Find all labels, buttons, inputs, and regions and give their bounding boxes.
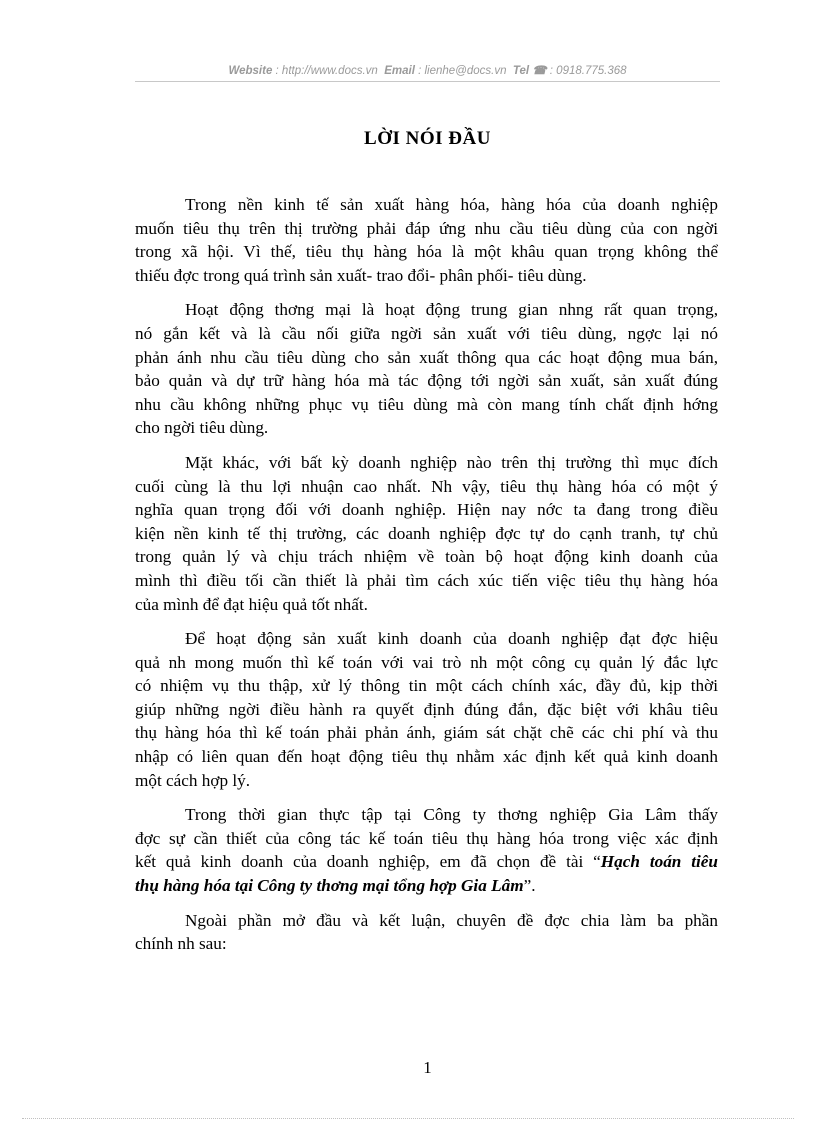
paragraph-2: [135, 298, 718, 440]
text-line: [135, 850, 718, 874]
text-line: của mình để đạt hiệu quả tốt nhất.: [135, 594, 368, 614]
paragraph-5: [135, 803, 718, 897]
email-value: : lienhe@docs.vn: [418, 65, 507, 77]
text-segment: kết quả kinh doanh của doanh nghiệp, em đã chọn đề tài “: [135, 852, 601, 872]
paragraph-3: [135, 451, 718, 616]
text-line: kiện nền kinh tế thị trường, các doanh nghiệp đợc tự do cạnh tranh, tự chủ: [135, 523, 718, 543]
footer-divider: [22, 1118, 794, 1119]
text-line: nó gắn kết và là cầu nối giữa ngời sản xuất với tiêu dùng, ngợc lại nó: [135, 323, 718, 343]
text-line: Ngoài phần mở đầu và kết luận, chuyên đề đợc chia làm ba phần: [185, 910, 718, 930]
text-line: giúp những ngời điều hành ra quyết định đúng đắn, đặc biệt với khâu tiêu: [135, 699, 718, 719]
header-divider: [135, 81, 720, 82]
website-label: Website: [228, 65, 273, 77]
text-line: nghĩa quan trọng đối với doanh nghiệp. Hiện nay nớc ta đang trong điều: [135, 500, 718, 520]
page-number: 1: [423, 1058, 432, 1077]
document-body: [135, 193, 718, 956]
text-line: đợc sự cần thiết của công tác kế toán tiêu thụ hàng hóa trong việc xác định: [135, 828, 718, 848]
thesis-topic-part-2: thụ hàng hóa tại Công ty thơng mại tổng hợp Gia Lâm: [135, 876, 524, 896]
text-line: thụ hàng hóa thì kế toán phải phản ánh, giám sát chặt chẽ các chi phí và thu: [135, 723, 718, 743]
text-line: trong xã hội. Vì thế, tiêu thụ hàng hóa là một khâu quan trọng không thể: [135, 242, 718, 262]
text-line: Trong nền kinh tế sản xuất hàng hóa, hàng hóa của doanh nghiệp: [185, 195, 718, 214]
text-line: mình thì điều tối cần thiết là phải tìm cách xúc tiến việc tiêu thụ hàng hóa: [135, 570, 718, 590]
text-line: Mặt khác, với bất kỳ doanh nghiệp nào trên thị trường thì mục đích: [185, 452, 718, 472]
text-line: [135, 874, 718, 898]
text-segment: ”.: [523, 876, 536, 896]
tel-value: : 0918.775.368: [549, 65, 627, 77]
page-header: [135, 63, 720, 77]
text-line: cho ngời tiêu dùng.: [135, 418, 269, 438]
email-label: Email: [384, 65, 415, 77]
thesis-topic-part-1: Hạch toán tiêu: [600, 852, 718, 872]
paragraph-6: [135, 909, 718, 956]
text-line: Để hoạt động sản xuất kinh doanh của doanh nghiệp đạt đợc hiệu: [185, 629, 718, 649]
website-value: : http://www.docs.vn: [275, 65, 378, 77]
text-line: thiếu đợc trong quá trình sản xuất- trao đổi- phân phối- tiêu dùng.: [135, 265, 587, 285]
text-line: nhập có liên quan đến hoạt động tiêu thụ nhằm xác định kết quả kinh doanh: [135, 747, 718, 767]
text-line: nhu cầu không những phục vụ tiêu dùng mà còn mang tính chất định hớng: [135, 394, 718, 414]
text-line: bảo quản và dự trữ hàng hóa mà tác động tới ngời sản xuất, sản xuất đúng: [135, 371, 718, 391]
text-line: một cách hợp lý.: [135, 770, 251, 790]
text-line: chính nh sau:: [135, 934, 227, 954]
text-line: cuối cùng là thu lợi nhuận cao nhất. Nh vậy, tiêu thụ hàng hóa có một ý: [135, 476, 718, 496]
text-line: phản ánh nhu cầu tiêu dùng cho sản xuất thông qua các hoạt động mua bán,: [135, 347, 718, 367]
text-line: muốn tiêu thụ trên thị trường phải đáp ứng nhu cầu tiêu dùng của con ngời: [135, 218, 718, 238]
text-line: Trong thời gian thực tập tại Công ty thơng nghiệp Gia Lâm thấy: [185, 805, 718, 825]
page-title: LỜI NÓI ĐẦU: [364, 128, 491, 149]
text-line: trong quản lý và chịu trách nhiệm về toàn bộ hoạt động kinh doanh của: [135, 547, 718, 567]
paragraph-4: [135, 627, 718, 792]
text-line: quả nh mong muốn thì kế toán với vai trò nh một công cụ quản lý đắc lực: [135, 652, 718, 672]
text-line: có nhiệm vụ thu thập, xử lý thông tin một cách chính xác, đầy đủ, kịp thời: [135, 676, 718, 696]
text-line: Hoạt động thơng mại là hoạt động trung gian nhng rất quan trọng,: [185, 300, 718, 320]
paragraph-1: [135, 193, 718, 287]
tel-label: Tel ☎: [512, 65, 547, 77]
